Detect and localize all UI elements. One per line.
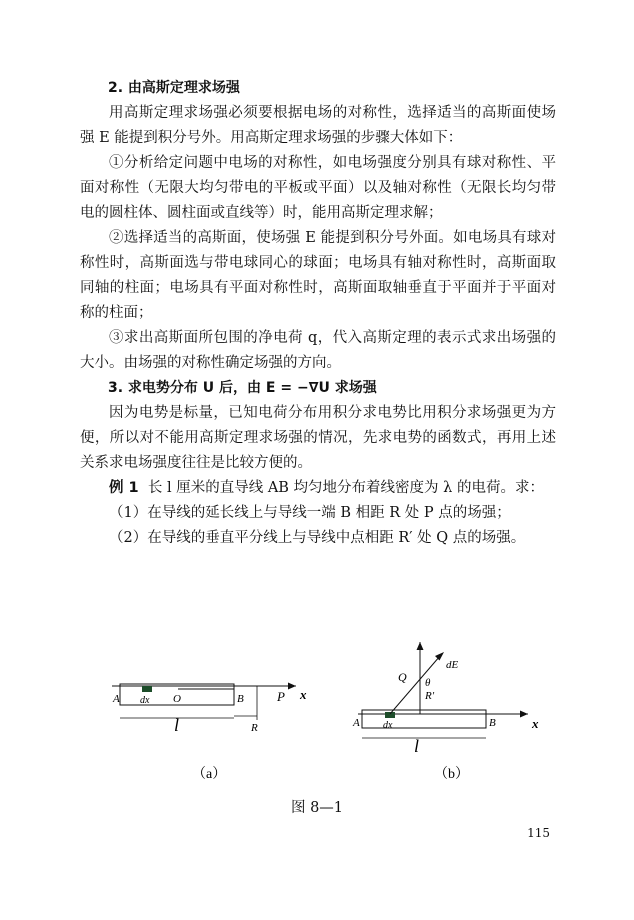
figure-caption: 图 8—1: [290, 800, 344, 816]
label-b-dx: dx: [383, 720, 393, 731]
label-b-theta: θ: [425, 677, 431, 689]
example-question-2: （2）在导线的垂直平分线上与导线中点相距 R′ 处 Q 点的场强。: [109, 530, 526, 546]
label-b-x: x: [532, 716, 539, 731]
section3-body: 因为电势是标量，已知电荷分布用积分求电势比用积分求场强更为方便，所以对不能用高斯定理求场强的情况，先求电势的函数式，再用上述关系求电场强度往往是比较方便的。: [80, 405, 556, 471]
axis-a-arrow: [288, 683, 296, 690]
section-heading-2: 2. 由高斯定理求场强: [108, 80, 240, 96]
section2-step-3: ③求出高斯面所包围的净电荷 q，代入高斯定理的表示式求出场强的大小。由场强的对称性确定场强的方向。: [80, 330, 556, 371]
section-heading-3: 3. 求电势分布 U 后，由 E = −∇U 求场强: [108, 380, 377, 396]
label-a-x: x: [300, 687, 307, 702]
label-b-l: l: [414, 736, 420, 756]
label-a-R: R: [251, 722, 258, 734]
example-text: 长 l 厘米的直导线 AB 均匀地分布着线密度为 λ 的电荷。求：: [147, 480, 544, 496]
de-vector-arrow: [435, 652, 444, 661]
bisector-b-arrow: [417, 642, 424, 650]
section2-step-1: ①分析给定问题中电场的对称性，如电场强度分别具有球对称性、平面对称性（无限大均匀带电的平板或平面）以及轴对称性（无限长均匀带电的圆柱体、圆柱面或直线等）时，能用高斯定理求解；: [80, 155, 556, 221]
body-text: [80, 76, 556, 551]
dx-segment-b: [385, 712, 395, 718]
subcaption-a: （a）: [192, 767, 227, 782]
wire-b: [362, 710, 486, 728]
section2-intro: 用高斯定理求场强必须要根据电场的对称性，选择适当的高斯面使场强 E 能提到积分号外。用高斯定理求场强的步骤大体如下：: [80, 105, 556, 146]
label-a-l: l: [174, 715, 180, 735]
page-number: 115: [527, 826, 550, 840]
de-vector: [390, 656, 440, 714]
label-a-A: A: [113, 693, 120, 705]
diagram-b: [352, 642, 539, 782]
diagram-a: [112, 683, 307, 783]
dx-segment-a: [142, 686, 152, 692]
label-a-B: B: [237, 693, 244, 705]
label-b-Q: Q: [398, 670, 407, 684]
example-statement: [80, 476, 556, 501]
example-label: 例 1: [109, 480, 139, 496]
label-b-A: A: [353, 717, 360, 729]
label-a-O: O: [173, 693, 181, 705]
figure-drawing: [100, 638, 560, 798]
label-b-dE: dE: [446, 659, 459, 671]
axis-b-arrow: [520, 711, 528, 718]
section2-step-2: ②选择适当的高斯面，使场强 E 能提到积分号外面。如电场具有球对称性时，高斯面选与带电球同心的球面；电场具有轴对称性时，高斯面取同轴的柱面；电场具有平面对称性时，高斯面取轴垂直于平面并于平面对称的柱面；: [80, 230, 556, 321]
subcaption-b: （b）: [434, 767, 469, 782]
label-a-P: P: [277, 689, 285, 704]
figure-8-1: [100, 638, 560, 798]
label-b-Rprime: R′: [425, 690, 435, 702]
example-question-1: （1）在导线的延长线上与导线一端 B 相距 R 处 P 点的场强；: [109, 505, 511, 521]
label-b-B: B: [489, 717, 496, 729]
label-a-dx: dx: [140, 695, 150, 706]
